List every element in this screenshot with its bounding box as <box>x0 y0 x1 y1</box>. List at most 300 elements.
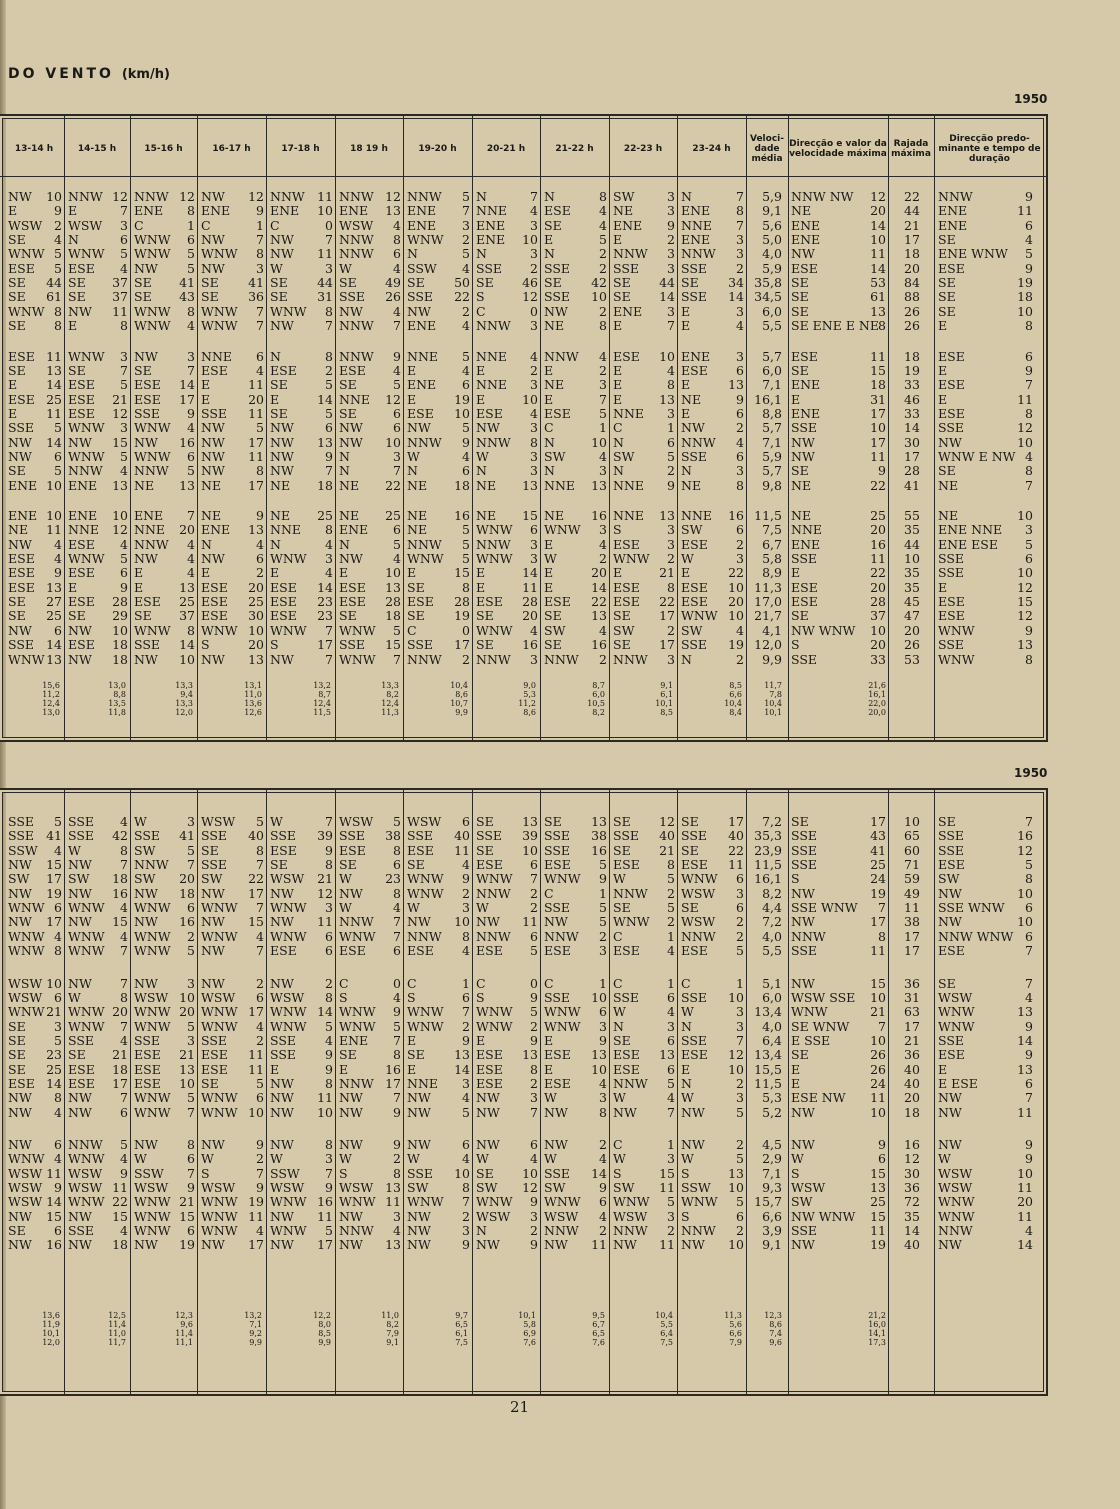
wind-direction: E <box>201 391 211 407</box>
summary-value: 9,7 <box>455 1311 468 1320</box>
table-row <box>0 262 1046 276</box>
predominant-duration: 5 <box>1025 536 1033 552</box>
wind-direction: NW <box>407 420 431 436</box>
wind-direction: SE <box>613 842 631 858</box>
wind-direction: SE <box>613 289 631 305</box>
wind-direction: SSE <box>8 420 35 436</box>
wind-speed: 6 <box>325 928 333 944</box>
wind-speed: 10 <box>112 622 128 638</box>
wind-direction: E <box>201 565 211 581</box>
summary-value: 11,4 <box>175 1329 193 1338</box>
max-direction: SE WNW <box>791 1018 850 1034</box>
max-direction: ESE <box>791 260 818 276</box>
summary-value: 11,8 <box>108 708 126 717</box>
wind-speed: 4 <box>462 260 470 276</box>
wind-speed: 15 <box>385 637 401 653</box>
max-gust: 35 <box>904 579 920 595</box>
wind-speed: 26 <box>385 289 401 305</box>
wind-direction: ESE <box>8 565 35 581</box>
predominant-duration: 9 <box>1025 1151 1033 1167</box>
wind-speed: 5 <box>54 1032 62 1048</box>
mean-speed: 3,9 <box>762 1223 782 1239</box>
wind-direction: WNW <box>8 651 45 667</box>
wind-direction: ENE <box>407 377 437 393</box>
wind-speed: 6 <box>599 1004 607 1020</box>
mean-speed: 9,1 <box>762 1237 782 1253</box>
wind-direction: WNW <box>476 622 513 638</box>
wind-speed: 5 <box>393 377 401 393</box>
wind-speed: 4 <box>736 622 744 638</box>
wind-direction: SSE <box>544 289 571 305</box>
predominant-direction: WSW <box>938 1165 973 1181</box>
wind-speed: 10 <box>591 434 607 450</box>
table-row <box>0 1005 1046 1019</box>
wind-direction: ESE <box>201 594 228 610</box>
max-speed: 22 <box>870 565 886 581</box>
wind-speed: 7 <box>462 1004 470 1020</box>
max-direction: SE <box>791 814 809 829</box>
wind-speed: 5 <box>120 551 128 567</box>
max-speed: 11 <box>870 348 886 364</box>
wind-speed: 4 <box>599 1151 607 1167</box>
wind-direction: WNW <box>68 1194 105 1210</box>
wind-speed: 5 <box>462 348 470 364</box>
wind-direction: S <box>339 1165 348 1181</box>
max-direction: SE ENE E NE <box>791 318 879 334</box>
wind-direction: ENE <box>681 348 711 364</box>
wind-direction: NW <box>544 1237 568 1253</box>
wind-speed: 4 <box>667 362 675 378</box>
wind-speed: 2 <box>667 232 675 248</box>
wind-direction: WNW <box>476 1018 513 1034</box>
wind-speed: 2 <box>256 1032 264 1048</box>
wind-speed: 9 <box>462 1237 470 1253</box>
wind-speed: 9 <box>599 1180 607 1196</box>
wind-direction: W <box>681 1151 694 1167</box>
wind-speed: 8 <box>54 303 62 319</box>
wind-speed: 4 <box>530 1151 538 1167</box>
max-gust: 46 <box>904 391 920 407</box>
wind-direction: NW <box>68 1208 92 1224</box>
predominant-duration: 6 <box>1025 348 1033 364</box>
max-speed: 53 <box>870 275 886 291</box>
max-gust: 31 <box>904 989 920 1005</box>
wind-speed: 19 <box>728 637 744 653</box>
table-row <box>0 276 1046 290</box>
max-speed: 19 <box>870 885 886 901</box>
wind-speed: 6 <box>120 232 128 248</box>
wind-direction: NW <box>201 232 225 248</box>
wind-speed: 3 <box>599 463 607 479</box>
max-speed: 12 <box>870 189 886 204</box>
summary-value: 7,6 <box>523 1338 536 1347</box>
wind-speed: 7 <box>120 203 128 219</box>
wind-direction: NW <box>201 448 225 464</box>
wind-speed: 3 <box>530 1208 538 1224</box>
wind-speed: 10 <box>522 232 538 248</box>
wind-speed: 14 <box>728 289 744 305</box>
wind-speed: 12 <box>248 189 264 204</box>
wind-speed: 10 <box>46 508 62 523</box>
wind-speed: 7 <box>393 1032 401 1048</box>
wind-direction: N <box>613 1018 624 1034</box>
max-gust: 88 <box>904 289 920 305</box>
mean-speed: 11,5 <box>754 508 782 523</box>
wind-direction: SSW <box>407 260 437 276</box>
wind-speed: 11 <box>659 1237 675 1253</box>
wind-direction: NE <box>270 508 291 523</box>
wind-direction: NW <box>8 536 32 552</box>
wind-speed: 5 <box>599 232 607 248</box>
predominant-direction: SSE <box>938 828 965 844</box>
wind-direction: NNW <box>407 536 442 552</box>
wind-speed: 4 <box>187 420 195 436</box>
max-gust: 26 <box>904 303 920 319</box>
predominant-duration: 7 <box>1025 943 1033 959</box>
wind-direction: W <box>476 1151 489 1167</box>
wind-speed: 10 <box>454 405 470 421</box>
wind-speed: 5 <box>667 448 675 464</box>
predominant-direction: WSW <box>938 989 973 1005</box>
column-divider <box>403 114 404 742</box>
wind-direction: ESE <box>270 943 297 959</box>
mean-speed: 11,3 <box>754 579 782 595</box>
wind-direction: N <box>270 348 281 364</box>
wind-direction: SSE <box>681 289 708 305</box>
wind-direction: WNW <box>201 1004 238 1020</box>
summary-value: 9,1 <box>386 1338 399 1347</box>
wind-direction: NNE <box>476 203 507 219</box>
summary-value: 10,5 <box>587 699 605 708</box>
summary-value: 15,6 <box>42 681 60 690</box>
wind-speed: 2 <box>599 362 607 378</box>
max-direction: ESE <box>791 594 818 610</box>
predominant-duration: 12 <box>1017 420 1033 436</box>
summary-value: 10,4 <box>655 1311 673 1320</box>
predominant-direction: SSE <box>938 637 965 653</box>
wind-speed: 5 <box>393 622 401 638</box>
max-direction: NW WNW <box>791 1208 856 1224</box>
wind-speed: 17 <box>248 1237 264 1253</box>
wind-direction: E <box>407 1061 417 1077</box>
max-speed: 10 <box>870 622 886 638</box>
wind-direction: SSE <box>8 828 35 844</box>
wind-speed: 4 <box>462 1151 470 1167</box>
wind-direction: N <box>681 1075 692 1091</box>
wind-direction: W <box>270 260 283 276</box>
wind-speed: 19 <box>248 1194 264 1210</box>
wind-direction: C <box>681 975 691 991</box>
wind-speed: 8 <box>530 1061 538 1077</box>
wind-speed: 3 <box>667 246 675 262</box>
wind-speed: 11 <box>248 1208 264 1224</box>
wind-speed: 9 <box>187 405 195 421</box>
wind-speed: 15 <box>179 1208 195 1224</box>
max-gust: 60 <box>904 842 920 858</box>
wind-direction: WNW <box>201 246 238 262</box>
wind-direction: W <box>476 900 489 916</box>
wind-direction: WNW <box>476 1004 513 1020</box>
wind-speed: 7 <box>120 943 128 959</box>
wind-direction: SE <box>68 275 86 291</box>
wind-speed: 8 <box>393 1165 401 1181</box>
wind-speed: 14 <box>454 1061 470 1077</box>
wind-direction: E <box>8 377 18 393</box>
wind-speed: 5 <box>667 900 675 916</box>
max-speed: 6 <box>878 1151 886 1167</box>
wind-speed: 8 <box>120 318 128 334</box>
wind-speed: 13 <box>46 362 62 378</box>
wind-direction: ENE <box>476 232 506 248</box>
summary-value: 10,1 <box>764 708 782 717</box>
wind-direction: SE <box>407 579 425 595</box>
mean-speed: 16,1 <box>754 871 782 887</box>
wind-direction: WNW <box>8 303 45 319</box>
wind-direction: WNW <box>8 1151 45 1167</box>
wind-direction: NNW <box>339 189 374 204</box>
wind-direction: NW <box>270 1208 294 1224</box>
wind-speed: 9 <box>187 1180 195 1196</box>
wind-direction: ENE <box>8 508 38 523</box>
wind-speed: 3 <box>736 1018 744 1034</box>
max-direction: ENE <box>791 536 821 552</box>
predominant-direction: ENE WNW <box>938 246 1008 262</box>
wind-direction: WNW <box>68 420 105 436</box>
wind-speed: 2 <box>462 232 470 248</box>
wind-direction: SSE <box>68 814 95 829</box>
summary-value: 8,7 <box>592 681 605 690</box>
wind-speed: 12 <box>112 522 128 538</box>
wind-direction: SSE <box>134 405 161 421</box>
wind-direction: SSE <box>407 289 434 305</box>
wind-direction: SE <box>134 362 152 378</box>
wind-speed: 13 <box>46 651 62 667</box>
wind-direction: NE <box>544 318 565 334</box>
summary-value: 9,6 <box>769 1338 782 1347</box>
wind-speed: 7 <box>462 1194 470 1210</box>
wind-speed: 39 <box>317 828 333 844</box>
mean-speed: 6,0 <box>762 303 782 319</box>
wind-direction: NW <box>681 1104 705 1120</box>
max-direction: NW <box>791 434 815 450</box>
wind-speed: 11 <box>46 1165 62 1181</box>
wind-direction: WSW <box>270 871 305 887</box>
predominant-direction: NW <box>938 1104 962 1120</box>
wind-direction: NE <box>270 477 291 493</box>
max-speed: 8 <box>878 928 886 944</box>
wind-speed: 6 <box>54 989 62 1005</box>
wind-direction: WNW <box>201 1018 238 1034</box>
wind-speed: 4 <box>187 318 195 334</box>
column-header: 15-16 h <box>144 144 183 154</box>
wind-direction: E <box>544 362 554 378</box>
wind-direction: NNW <box>544 1223 579 1239</box>
predominant-duration: 6 <box>1025 900 1033 916</box>
wind-speed: 8 <box>256 246 264 262</box>
wind-direction: W <box>339 1151 352 1167</box>
wind-direction: NNW <box>407 651 442 667</box>
wind-speed: 8 <box>187 303 195 319</box>
wind-speed: 40 <box>728 828 744 844</box>
wind-speed: 10 <box>591 289 607 305</box>
wind-direction: C <box>270 217 280 233</box>
summary-value: 13,3 <box>175 699 193 708</box>
wind-speed: 4 <box>462 318 470 334</box>
max-gust: 44 <box>904 536 920 552</box>
max-speed: 28 <box>870 594 886 610</box>
wind-speed: 13 <box>46 579 62 595</box>
wind-speed: 13 <box>385 1180 401 1196</box>
wind-speed: 7 <box>667 1104 675 1120</box>
wind-direction: NW <box>134 914 158 930</box>
max-direction: NW WNW <box>791 622 856 638</box>
wind-speed: 11 <box>522 579 538 595</box>
column-header: 19-20 h <box>418 144 457 154</box>
wind-speed: 3 <box>530 217 538 233</box>
wind-direction: WNW <box>544 1004 581 1020</box>
column-divider <box>197 114 198 742</box>
max-direction: SSE <box>791 651 818 667</box>
wind-direction: NW <box>201 1237 225 1253</box>
wind-speed: 37 <box>112 289 128 305</box>
wind-speed: 8 <box>667 377 675 393</box>
wind-speed: 13 <box>591 608 607 624</box>
wind-direction: WNW <box>68 943 105 959</box>
summary-value: 16,1 <box>868 690 886 699</box>
predominant-direction: WSW <box>938 1180 973 1196</box>
wind-speed: 4 <box>120 463 128 479</box>
wind-direction: NW <box>134 651 158 667</box>
table-row <box>0 509 1046 523</box>
wind-direction: ESE <box>613 348 640 364</box>
wind-speed: 6 <box>462 989 470 1005</box>
wind-direction: N <box>339 536 350 552</box>
wind-direction: NW <box>613 1237 637 1253</box>
wind-speed: 11 <box>46 348 62 364</box>
wind-direction: WNW <box>8 928 45 944</box>
wind-speed: 12 <box>179 189 195 204</box>
wind-direction: NW <box>407 1208 431 1224</box>
wind-speed: 10 <box>112 508 128 523</box>
wind-direction: NW <box>407 1090 431 1106</box>
max-speed: 15 <box>870 975 886 991</box>
wind-speed: 20 <box>248 637 264 653</box>
wind-speed: 2 <box>187 928 195 944</box>
wind-direction: NW <box>8 434 32 450</box>
wind-speed: 7 <box>325 622 333 638</box>
wind-direction: NW <box>407 914 431 930</box>
wind-speed: 42 <box>112 828 128 844</box>
max-direction: SSE <box>791 551 818 567</box>
wind-direction: SW <box>544 1180 566 1196</box>
wind-direction: NW <box>270 1104 294 1120</box>
max-speed: 26 <box>870 1047 886 1063</box>
max-speed: 15 <box>870 1165 886 1181</box>
wind-speed: 9 <box>667 477 675 493</box>
wind-speed: 61 <box>46 289 62 305</box>
wind-speed: 3 <box>325 1151 333 1167</box>
wind-speed: 2 <box>736 651 744 667</box>
wind-speed: 4 <box>120 1151 128 1167</box>
wind-speed: 5 <box>462 420 470 436</box>
summary-value: 6,1 <box>660 690 673 699</box>
wind-speed: 4 <box>530 622 538 638</box>
wind-speed: 8 <box>325 989 333 1005</box>
summary-value: 8,4 <box>729 708 742 717</box>
wind-speed: 4 <box>120 260 128 276</box>
wind-speed: 5 <box>187 943 195 959</box>
summary-value: 7,9 <box>386 1329 399 1338</box>
mean-speed: 8,8 <box>762 405 782 421</box>
mean-speed: 5,5 <box>762 318 782 334</box>
summary-value: 12,5 <box>108 1311 126 1320</box>
max-speed: 20 <box>870 579 886 595</box>
wind-speed: 3 <box>736 232 744 248</box>
table-row <box>0 844 1046 858</box>
wind-direction: SW <box>681 522 703 538</box>
wind-speed: 22 <box>659 594 675 610</box>
max-gust: 26 <box>904 637 920 653</box>
wind-direction: ESE <box>134 1075 161 1091</box>
wind-direction: SW <box>544 448 566 464</box>
wind-speed: 1 <box>667 420 675 436</box>
wind-direction: ESE <box>68 1075 95 1091</box>
wind-speed: 7 <box>256 1165 264 1181</box>
wind-speed: 5 <box>462 536 470 552</box>
max-direction: ESE <box>791 348 818 364</box>
predominant-direction: E <box>938 579 948 595</box>
wind-direction: WNW <box>407 871 444 887</box>
wind-direction: NW <box>339 551 363 567</box>
wind-speed: 14 <box>179 377 195 393</box>
wind-speed: 7 <box>325 463 333 479</box>
wind-direction: SE <box>339 608 357 624</box>
table-row <box>0 815 1046 829</box>
wind-speed: 13 <box>454 1047 470 1063</box>
wind-direction: N <box>681 1018 692 1034</box>
wind-direction: SE <box>476 1165 494 1181</box>
wind-direction: WSW <box>201 989 236 1005</box>
column-divider <box>746 114 747 742</box>
wind-speed: 20 <box>248 391 264 407</box>
wind-direction: N <box>407 246 418 262</box>
wind-speed: 3 <box>462 1075 470 1091</box>
wind-speed: 28 <box>522 594 538 610</box>
wind-speed: 4 <box>599 348 607 364</box>
wind-speed: 14 <box>317 579 333 595</box>
wind-direction: SE <box>476 814 494 829</box>
wind-direction: WNW <box>407 1004 444 1020</box>
table-row <box>0 595 1046 609</box>
wind-speed: 11 <box>248 1061 264 1077</box>
wind-speed: 3 <box>599 522 607 538</box>
wind-speed: 3 <box>187 1032 195 1048</box>
wind-speed: 4 <box>54 1151 62 1167</box>
max-speed: 25 <box>870 508 886 523</box>
wind-direction: WSW <box>8 217 43 233</box>
summary-value: 21,2 <box>868 1311 886 1320</box>
wind-direction: SSE <box>476 260 503 276</box>
wind-direction: NW <box>270 885 294 901</box>
max-speed: 11 <box>870 246 886 262</box>
wind-speed: 9 <box>325 1047 333 1063</box>
wind-speed: 1 <box>187 217 195 233</box>
wind-speed: 17 <box>385 1075 401 1091</box>
wind-direction: SE <box>8 594 26 610</box>
summary-value: 8,5 <box>660 708 673 717</box>
summary-value: 11,7 <box>764 681 782 690</box>
wind-speed: 12 <box>522 1180 538 1196</box>
